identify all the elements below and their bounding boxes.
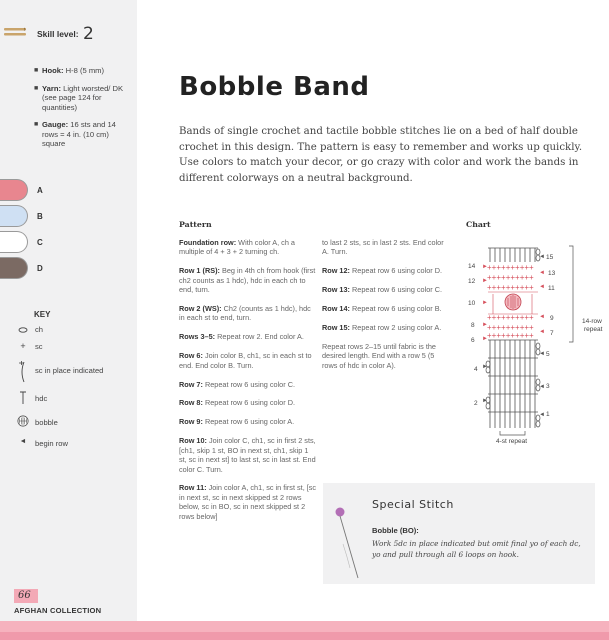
svg-text:◄: ◄ bbox=[539, 351, 545, 357]
special-stitch-name: Bobble (BO): bbox=[372, 526, 419, 535]
special-stitch-box bbox=[323, 483, 595, 584]
svg-text:12: 12 bbox=[468, 278, 476, 285]
svg-text:◄: ◄ bbox=[539, 254, 545, 260]
repeat-bottom-label: 4-st repeat bbox=[496, 438, 528, 445]
bobble-symbol-icon bbox=[17, 414, 29, 428]
svg-text:4: 4 bbox=[474, 366, 478, 373]
special-stitch-title: Special Stitch bbox=[372, 498, 454, 511]
svg-text:►: ► bbox=[482, 398, 488, 404]
pattern-step: Row 11: Join color A, ch1, sc in first st, [sc in next st, sc in next skipped st 2 rows below, sc in BO, sc in next skipped st 2 rows below] bbox=[179, 483, 317, 521]
spec-gauge: ■ Gauge: 16 sts and 14 rows = 4 in. (10 cm) square bbox=[34, 120, 116, 148]
bottom-band-stripe bbox=[0, 632, 609, 640]
skill-level-label: Skill level: bbox=[37, 29, 79, 39]
svg-text:►: ► bbox=[482, 264, 488, 270]
svg-text:◄: ◄ bbox=[539, 284, 545, 290]
pattern-step: Row 10: Join color C, ch1, sc in first 2 sts, [ch1, skip 1 st, BO in next st, ch1, skip 1 st, sc in next st] to last st, sc in last st. End color C. Turn. bbox=[179, 436, 316, 474]
svg-text:14: 14 bbox=[468, 263, 476, 270]
svg-text:8: 8 bbox=[471, 322, 475, 329]
svg-text:13: 13 bbox=[548, 270, 556, 277]
chart-heading: Chart bbox=[466, 220, 491, 229]
swatch-c bbox=[0, 231, 28, 253]
pattern-step: Row 13: Repeat row 6 using color C. bbox=[322, 285, 443, 295]
pattern-step: Repeat rows 2–15 until fabric is the desired length. End with a row 5 (5 rows of hdc in color A). bbox=[322, 341, 436, 370]
pattern-step: Row 7: Repeat row 6 using color C. bbox=[179, 379, 295, 389]
intro-paragraph: Bands of single crochet and tactile bobble stitches lie on a bed of half double crochet in this design. The pattern is easy to remember and works up quickly. Use colors to match your decor, or go crazy with color and work the bands in different colorways on a neutral background. bbox=[179, 126, 583, 185]
plus-symbol-icon: + bbox=[20, 341, 26, 351]
swatch-a-label: A bbox=[37, 186, 43, 195]
swatch-b bbox=[0, 205, 28, 227]
svg-text:6: 6 bbox=[471, 337, 475, 344]
arrow-left-icon: ◄ bbox=[19, 438, 27, 445]
spec-yarn: ■ Yarn: Light worsted/ DK (see page 124 for quantities) bbox=[34, 83, 124, 112]
pattern-step: Rows 3–5: Repeat row 2. End color A. bbox=[179, 332, 304, 342]
svg-text:11: 11 bbox=[548, 285, 555, 292]
skill-level bbox=[37, 24, 94, 44]
svg-text:►: ► bbox=[482, 278, 488, 284]
pattern-step: Row 12: Repeat row 6 using color D. bbox=[322, 266, 443, 276]
svg-text:◄: ◄ bbox=[539, 412, 545, 418]
chain-symbol-icon bbox=[17, 327, 29, 333]
svg-text:►: ► bbox=[482, 364, 488, 370]
repeat-side-label: 14-row repeat bbox=[582, 318, 603, 333]
swatch-b-label: B bbox=[37, 212, 43, 221]
stitch-chart bbox=[460, 238, 609, 458]
pattern-step: Row 14: Repeat row 6 using color B. bbox=[322, 304, 442, 314]
pattern-step: Foundation row: With color A, ch a multiple of 4 + 3 + 2 turning ch. bbox=[179, 238, 295, 257]
svg-text:3: 3 bbox=[546, 383, 550, 390]
book-title-footer: AFGHAN COLLECTION bbox=[14, 606, 102, 615]
svg-text:10: 10 bbox=[468, 300, 476, 307]
svg-text:2: 2 bbox=[474, 400, 478, 407]
svg-text:►: ► bbox=[482, 322, 488, 328]
pattern-column-2 bbox=[322, 238, 444, 380]
svg-text:++++++++++: ++++++++++ bbox=[487, 313, 534, 322]
svg-text:1: 1 bbox=[546, 411, 550, 418]
svg-text:◄: ◄ bbox=[539, 314, 545, 320]
skill-level-value: 2 bbox=[82, 24, 94, 44]
pattern-step: to last 2 sts, sc in last 2 sts. End color A. Turn. bbox=[322, 238, 444, 257]
svg-text:◄: ◄ bbox=[539, 270, 545, 276]
page-title: Bobble Band bbox=[179, 72, 370, 102]
svg-text:◄: ◄ bbox=[539, 329, 545, 335]
crochet-hook-icon bbox=[4, 26, 26, 38]
page-number: 66 bbox=[18, 590, 31, 601]
svg-text:►: ► bbox=[482, 336, 488, 342]
svg-text:5: 5 bbox=[546, 351, 550, 358]
long-sc-symbol-icon bbox=[17, 361, 29, 383]
pattern-column-1 bbox=[179, 238, 317, 531]
swatch-c-label: C bbox=[37, 238, 43, 247]
swatch-d bbox=[0, 257, 28, 279]
pattern-step: Row 9: Repeat row 6 using color A. bbox=[179, 417, 295, 427]
key-title: KEY bbox=[34, 310, 51, 319]
pattern-heading: Pattern bbox=[179, 220, 212, 229]
swatch-a bbox=[0, 179, 28, 201]
svg-text:++++++++++: ++++++++++ bbox=[487, 273, 534, 282]
svg-text:7: 7 bbox=[550, 330, 554, 337]
svg-text:++++++++++: ++++++++++ bbox=[487, 331, 534, 340]
bobble-icon bbox=[505, 294, 521, 310]
pattern-step: Row 15: Repeat row 2 using color A. bbox=[322, 323, 442, 333]
special-stitch-text: Work 5dc in place indicated but omit final yo of each dc, yo and pull through all 6 loops on hook. bbox=[372, 539, 581, 559]
spec-hook: ■ Hook: H-8 (5 mm) bbox=[34, 66, 105, 75]
hdc-symbol-icon bbox=[17, 391, 29, 404]
svg-text:++++++++++: ++++++++++ bbox=[487, 323, 534, 332]
pattern-step: Row 1 (RS): Beg in 4th ch from hook (first ch2 counts as 1 hdc), hdc in each ch to end, turn. bbox=[179, 266, 316, 295]
specs-list bbox=[34, 66, 134, 157]
svg-text:◄: ◄ bbox=[539, 384, 545, 390]
svg-text:►: ► bbox=[482, 300, 488, 306]
svg-text:++++++++++: ++++++++++ bbox=[487, 283, 534, 292]
svg-text:15: 15 bbox=[546, 254, 554, 261]
pattern-step: Row 2 (WS): Ch2 (counts as 1 hdc), hdc in each st to end, turn. bbox=[179, 304, 311, 323]
pattern-step: Row 8: Repeat row 6 using color D. bbox=[179, 398, 295, 408]
svg-text:++++++++++: ++++++++++ bbox=[487, 263, 534, 272]
pattern-step: Row 6: Join color B, ch1, sc in each st to end. End color B. Turn. bbox=[179, 351, 312, 370]
pin-icon bbox=[330, 496, 360, 580]
svg-text:9: 9 bbox=[550, 315, 554, 322]
swatch-d-label: D bbox=[37, 264, 43, 273]
